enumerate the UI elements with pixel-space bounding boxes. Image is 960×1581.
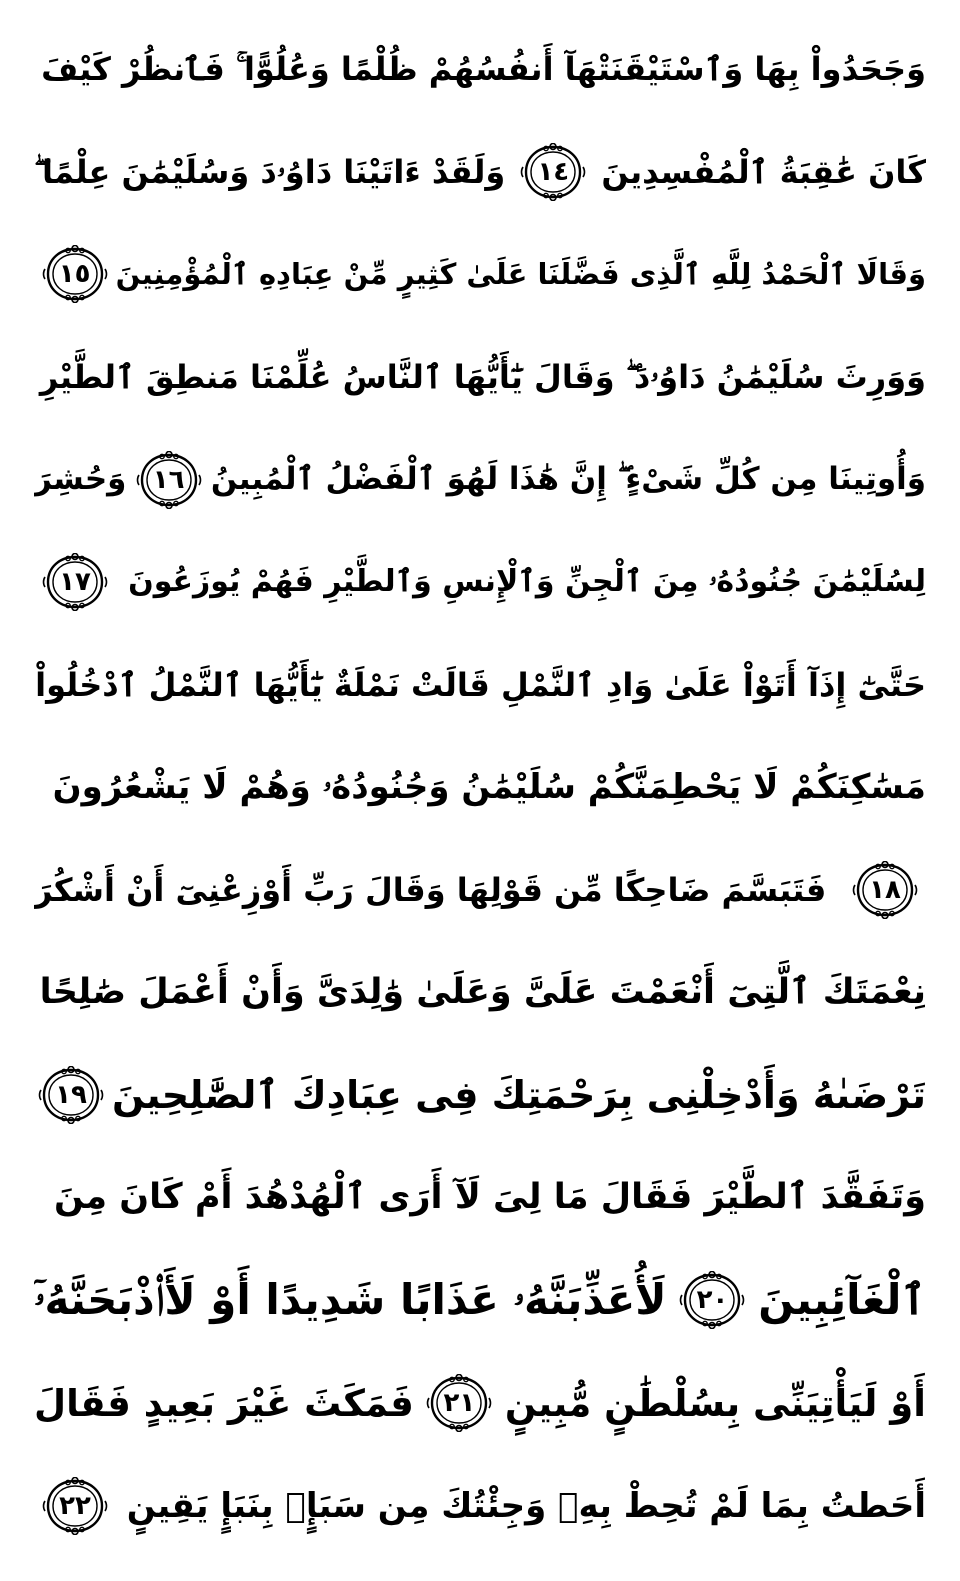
ayah-number: ١٤ bbox=[537, 156, 570, 187]
text-line bbox=[34, 1147, 926, 1250]
text-line bbox=[34, 1352, 926, 1455]
text-line bbox=[34, 18, 926, 121]
verse-text: وَتَفَقَّدَ ٱلطَّيْرَ فَقَالَ مَا لِىَ لَآ أَرَى ٱلْهُدْهُدَ أَمْ كَانَ مِنَ bbox=[53, 1177, 926, 1218]
ayah-number-marker bbox=[679, 1271, 745, 1329]
text-line-content bbox=[34, 861, 926, 919]
text-line bbox=[34, 428, 926, 531]
ayah-number-marker bbox=[42, 1477, 108, 1535]
verse-text: تَرْضَىٰهُ وَأَدْخِلْنِى بِرَحْمَتِكَ فِى عِبَادِكَ ٱلصَّٰلِحِينَ bbox=[112, 1073, 926, 1118]
ayah-number-marker bbox=[42, 245, 108, 303]
ayah-number: ٢١ bbox=[443, 1388, 476, 1419]
verse-text: فَمَكَثَ غَيْرَ بَعِيدٍ فَقَالَ bbox=[34, 1381, 414, 1425]
text-line bbox=[34, 223, 926, 326]
text-line bbox=[34, 839, 926, 942]
text-line-content bbox=[34, 1271, 926, 1329]
text-line-content bbox=[34, 1066, 926, 1124]
text-line bbox=[34, 736, 926, 839]
verse-text: مَسَٰكِنَكُمْ لَا يَحْطِمَنَّكُمْ سُلَيْمَٰنُ وَجُنُودُهُۥ وَهُمْ لَا يَشْعُرُونَ bbox=[52, 767, 926, 808]
text-line-content bbox=[34, 50, 926, 89]
verse-text: وَوَرِثَ سُلَيْمَٰنُ دَاوُۥدَ ۖ وَقَالَ يَٰٓأَيُّهَا ٱلنَّاسُ عُلِّمْنَا مَنطِقَ ٱلطَّيْرِ bbox=[39, 358, 926, 397]
ayah-number: ٢٢ bbox=[59, 1490, 91, 1521]
ayah-number: ١٨ bbox=[869, 875, 901, 906]
ayah-number-marker bbox=[520, 143, 586, 201]
verse-text: كَانَ عَٰقِبَةُ ٱلْمُفْسِدِينَ bbox=[601, 152, 926, 191]
ayah-number: ١٩ bbox=[55, 1080, 87, 1111]
verse-text: لَأُعَذِّبَنَّهُۥ عَذَابًا شَدِيدًا أَوْ لَأَا۟ذْبَحَنَّهُۥٓ bbox=[34, 1275, 667, 1325]
ayah-number: ١٥ bbox=[58, 259, 91, 290]
text-line bbox=[34, 531, 926, 634]
text-line-content bbox=[34, 972, 926, 1013]
text-line bbox=[34, 1249, 926, 1352]
ayah-number-marker bbox=[38, 1066, 104, 1124]
verse-text: نِعْمَتَكَ ٱلَّتِىٓ أَنْعَمْتَ عَلَىَّ وَعَلَىٰ وَٰلِدَىَّ وَأَنْ أَعْمَلَ صَٰلِحًا bbox=[39, 972, 926, 1013]
verse-text: حَتَّىٰٓ إِذَآ أَتَوْاْ عَلَىٰ وَادِ ٱلنَّمْلِ قَالَتْ نَمْلَةٌ يَٰٓأَيُّهَا ٱلنَّمْلُ ٱدْخُلُواْ bbox=[35, 665, 926, 704]
text-line-content bbox=[34, 767, 926, 808]
verse-text: فَتَبَسَّمَ ضَاحِكًا مِّن قَوْلِهَا وَقَالَ رَبِّ أَوْزِعْنِىٓ أَنْ أَشْكُرَ bbox=[34, 871, 827, 910]
verse-text: لِسُلَيْمَٰنَ جُنُودُهُۥ مِنَ ٱلْجِنِّ وَٱلْإِنسِ وَٱلطَّيْرِ فَهُمْ يُوزَعُونَ bbox=[128, 564, 926, 600]
text-line-content bbox=[34, 665, 926, 704]
ayah-number: ١٧ bbox=[59, 567, 91, 598]
verse-text: وَلَقَدْ ءَاتَيْنَا دَاوُۥدَ وَسُلَيْمَٰنَ عِلْمًا ۖ bbox=[34, 152, 506, 191]
verse-text: ٱلْغَآئِبِينَ bbox=[758, 1275, 926, 1325]
ayah-number-marker bbox=[426, 1374, 492, 1432]
ayah-number-marker bbox=[42, 553, 108, 611]
text-line bbox=[34, 121, 926, 224]
text-line-content bbox=[34, 1374, 926, 1432]
text-line bbox=[34, 941, 926, 1044]
ayah-number-marker bbox=[136, 451, 202, 509]
verse-text: وَحُشِرَ bbox=[34, 461, 127, 498]
text-line-content bbox=[34, 245, 926, 303]
text-line-content bbox=[34, 1177, 926, 1218]
ayah-number: ٢٠ bbox=[696, 1285, 729, 1316]
text-line bbox=[34, 326, 926, 429]
ayah-number: ١٦ bbox=[152, 464, 185, 495]
text-line bbox=[34, 1454, 926, 1557]
text-line-content bbox=[34, 143, 926, 201]
text-line-content bbox=[34, 451, 926, 509]
verse-text: وَقَالَا ٱلْحَمْدُ لِلَّهِ ٱلَّذِى فَضَّلَنَا عَلَىٰ كَثِيرٍ مِّنْ عِبَادِهِ ٱلْمُؤْمِنِينَ bbox=[115, 256, 926, 291]
text-line-content bbox=[34, 553, 926, 611]
text-line bbox=[34, 634, 926, 737]
ayah-number-marker bbox=[852, 861, 918, 919]
verse-text: وَأُوتِينَا مِن كُلِّ شَىْءٍ ۖ إِنَّ هَٰذَا لَهُوَ ٱلْفَضْلُ ٱلْمُبِينُ bbox=[210, 461, 926, 498]
verse-text: أَحَطتُ بِمَا لَمْ تُحِطْ بِهِۦ وَجِئْتُكَ مِن سَبَإٍۭ بِنَبَإٍ يَقِينٍ bbox=[126, 1485, 926, 1526]
verse-text: وَجَحَدُواْ بِهَا وَٱسْتَيْقَنَتْهَآ أَنفُسُهُمْ ظُلْمًا وَعُلُوًّا ۚ فَٱنظُرْ كَيْفَ bbox=[41, 50, 926, 89]
text-line-content bbox=[34, 358, 926, 397]
verse-text: أَوْ لَيَأْتِيَنِّى بِسُلْطَٰنٍ مُّبِينٍ bbox=[504, 1381, 926, 1425]
text-line bbox=[34, 1044, 926, 1147]
text-line-content bbox=[34, 1477, 926, 1535]
